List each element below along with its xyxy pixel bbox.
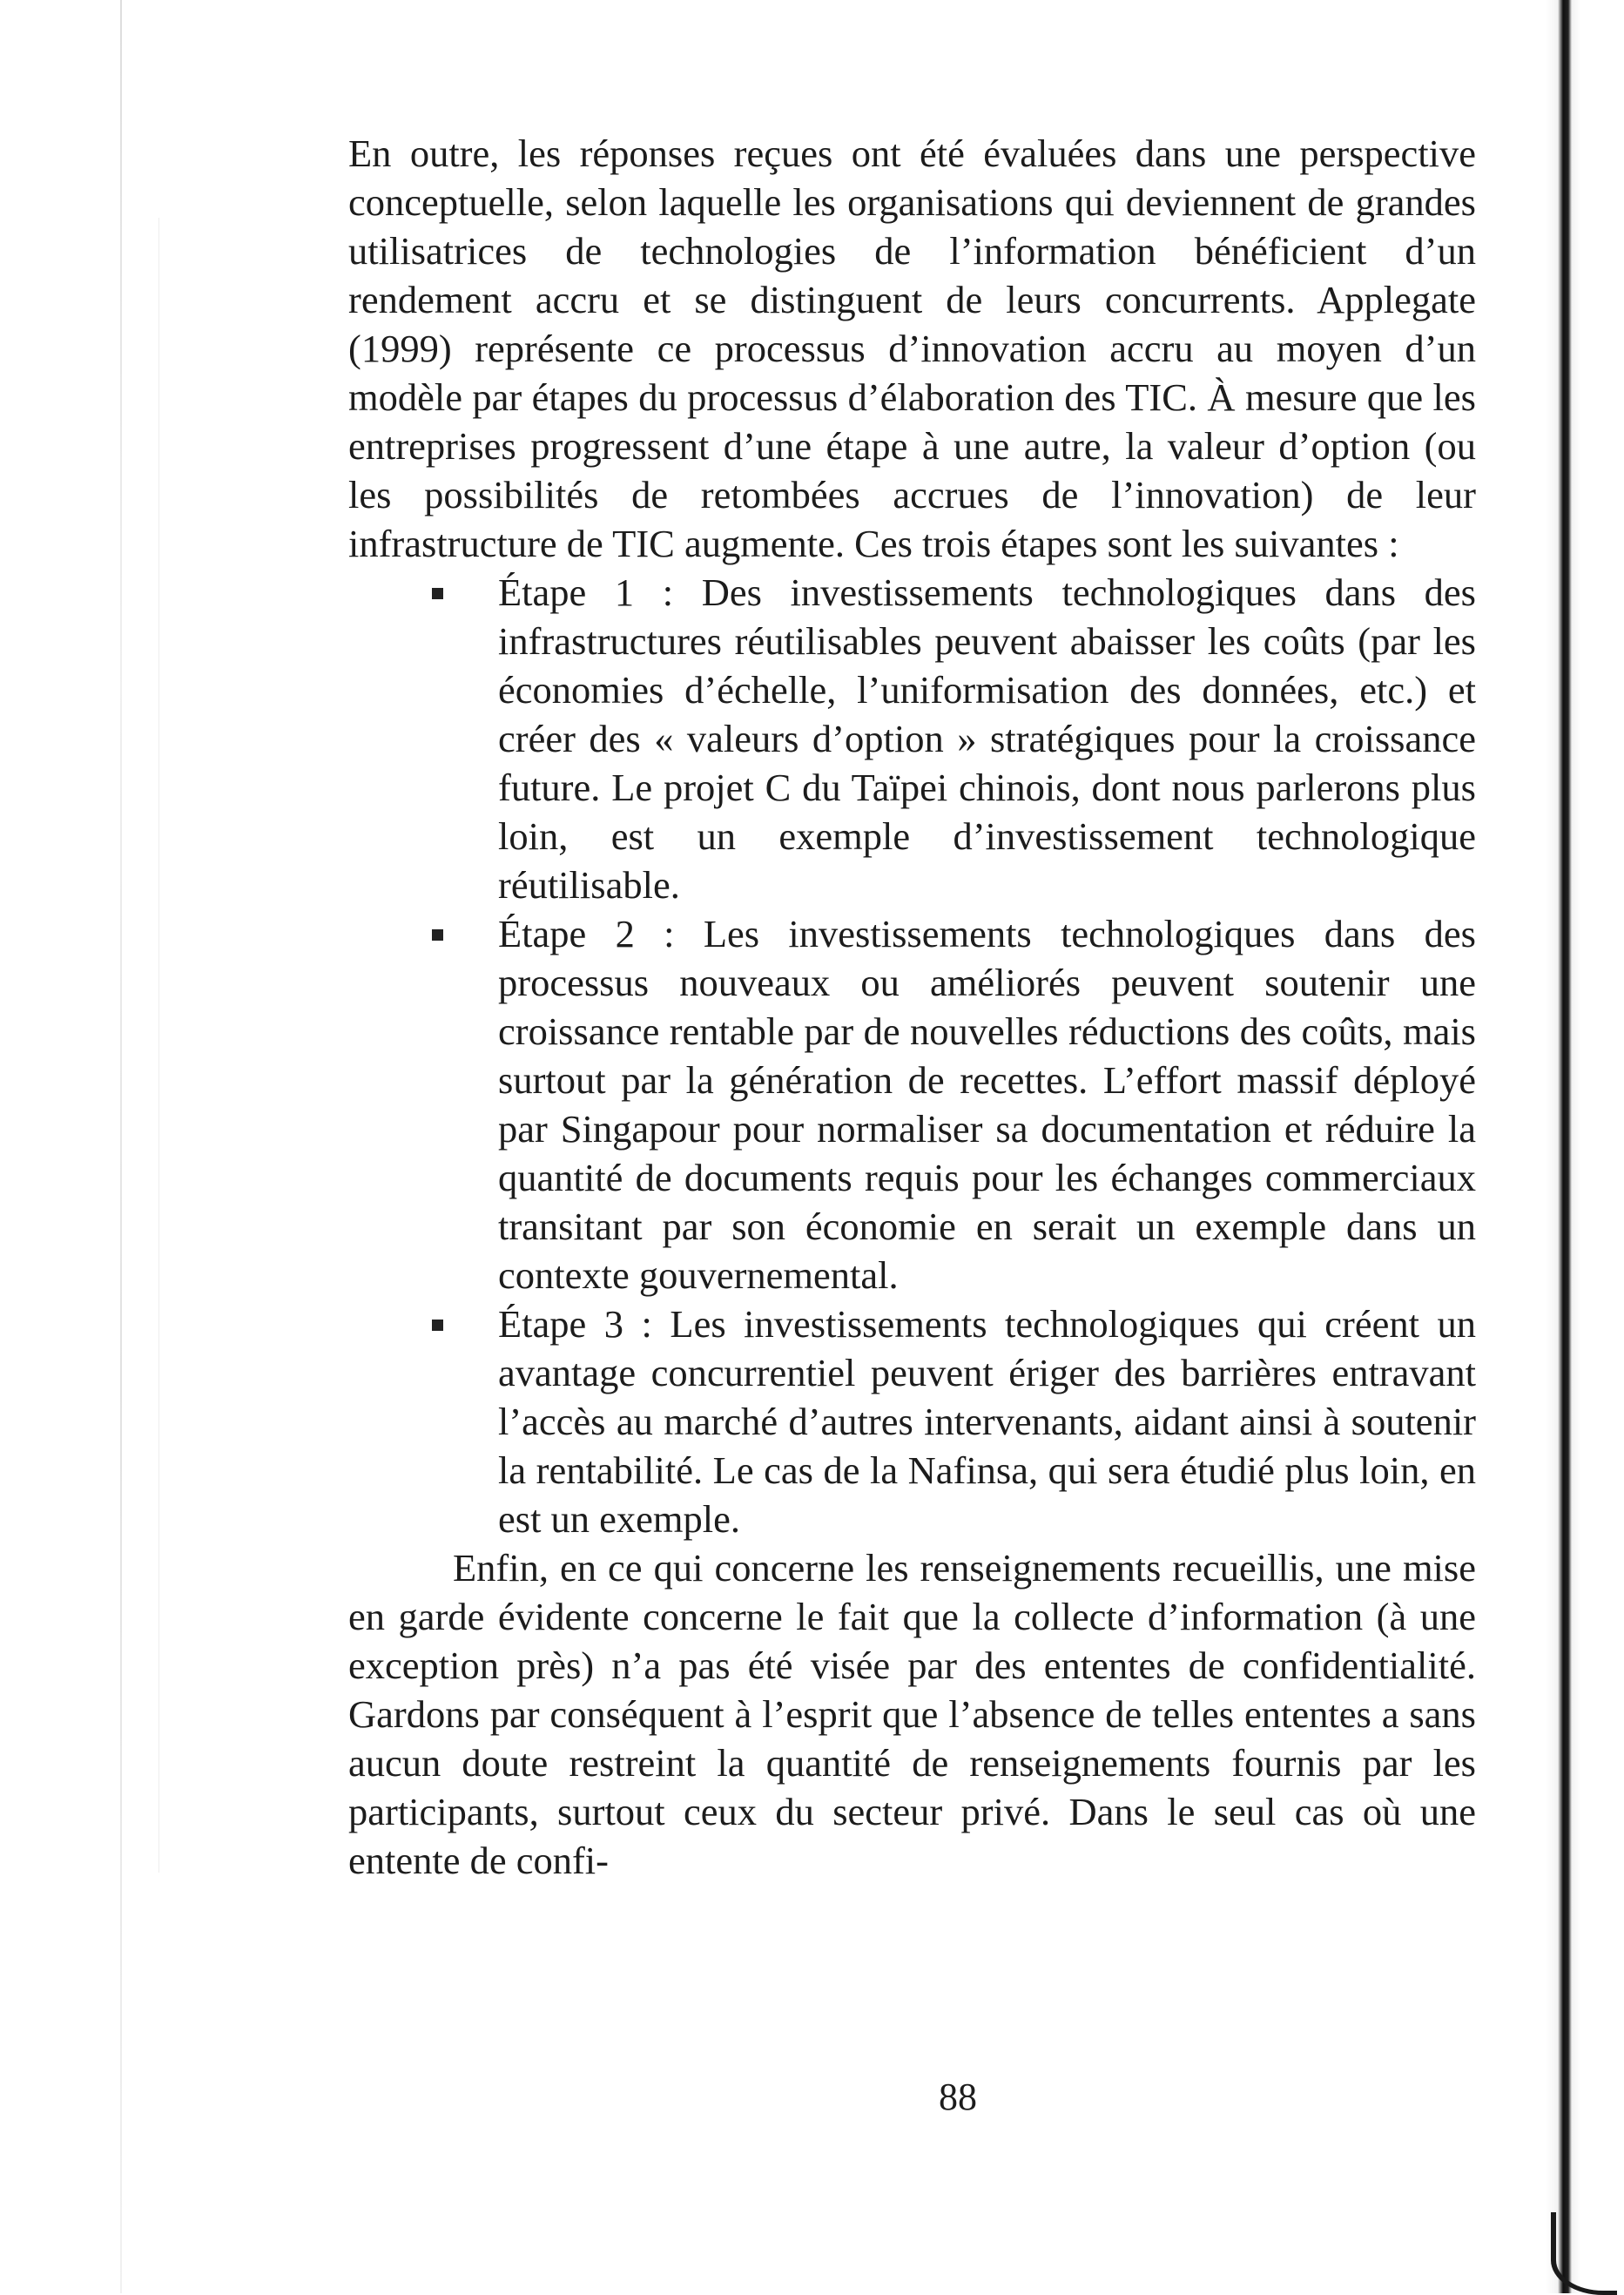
- list-item: [498, 909, 1476, 1299]
- stages-list: [348, 568, 1476, 1543]
- stage-1-text: Étape 1 : Des investissements technologiques dans des infrastructures réutilisables peuvent abaisser les coûts (par les économies d’échelle, l’uniformisation des données, etc.) et créer des « valeurs d’option » stratégiques pour la croissance future. Le projet C du Taïpei chinois, dont nous parlerons plus loin, est un exemple d’investissement technologique réutilisable.: [498, 570, 1476, 907]
- square-bullet-icon: [432, 1320, 443, 1331]
- binding-shadow-left: [120, 0, 122, 2293]
- square-bullet-icon: [432, 588, 443, 599]
- binding-line-left: [158, 218, 159, 1873]
- intro-paragraph: En outre, les réponses reçues ont été évaluées dans une perspective conceptuelle, selon laquelle les organisations qui deviennent de grandes utilisatrices de technologies de l’information bénéficient d’un rendement accru et se distinguent de leurs concurrents. Applegate (1999) représente ce processus d’innovation accru au moyen d’un modèle par étapes du processus d’élaboration des TIC. À mesure que les entreprises progressent d’une étape à une autre, la valeur d’option (ou les possibilités de retombées accrues de l’innovation) de leur infrastructure de TIC augmente. Ces trois étapes sont les suivantes :: [348, 132, 1476, 565]
- list-item: [498, 1299, 1476, 1543]
- page-number: 88: [939, 2076, 977, 2118]
- closing-paragraph: Enfin, en ce qui concerne les renseignements recueillis, une mise en garde évidente concerne le fait que la collecte d’information (à une exception près) n’a pas été visée par des ententes de confidentialité. Gardons par conséquent à l’esprit que l’absence de telles ententes a sans aucun doute restreint la quantité de renseignements fournis par les participants, surtout ceux du secteur privé. Dans le seul cas où une entente de confi-: [348, 1546, 1476, 1882]
- stage-3-text: Étape 3 : Les investissements technologiques qui créent un avantage concurrentiel peuvent ériger des barrières entravant l’accès au marché d’autres intervenants, aidant ainsi à soutenir la rentabilité. Le cas de la Nafinsa, qui sera étudié plus loin, en est un exemple.: [498, 1302, 1476, 1541]
- stage-2-text: Étape 2 : Les investissements technologiques dans des processus nouveaux ou améliorés peuvent soutenir une croissance rentable par de nouvelles réductions des coûts, mais surtout par la génération de recettes. L’effort massif déployé par Singapour pour normaliser sa documentation et réduire la quantité de documents requis pour les échanges commerciaux transitant par son économie en serait un exemple dans un contexte gouvernemental.: [498, 912, 1476, 1297]
- square-bullet-icon: [432, 929, 443, 941]
- page-edge-right: [1546, 0, 1624, 2293]
- body-text: [348, 129, 1476, 1885]
- list-item: [498, 568, 1476, 909]
